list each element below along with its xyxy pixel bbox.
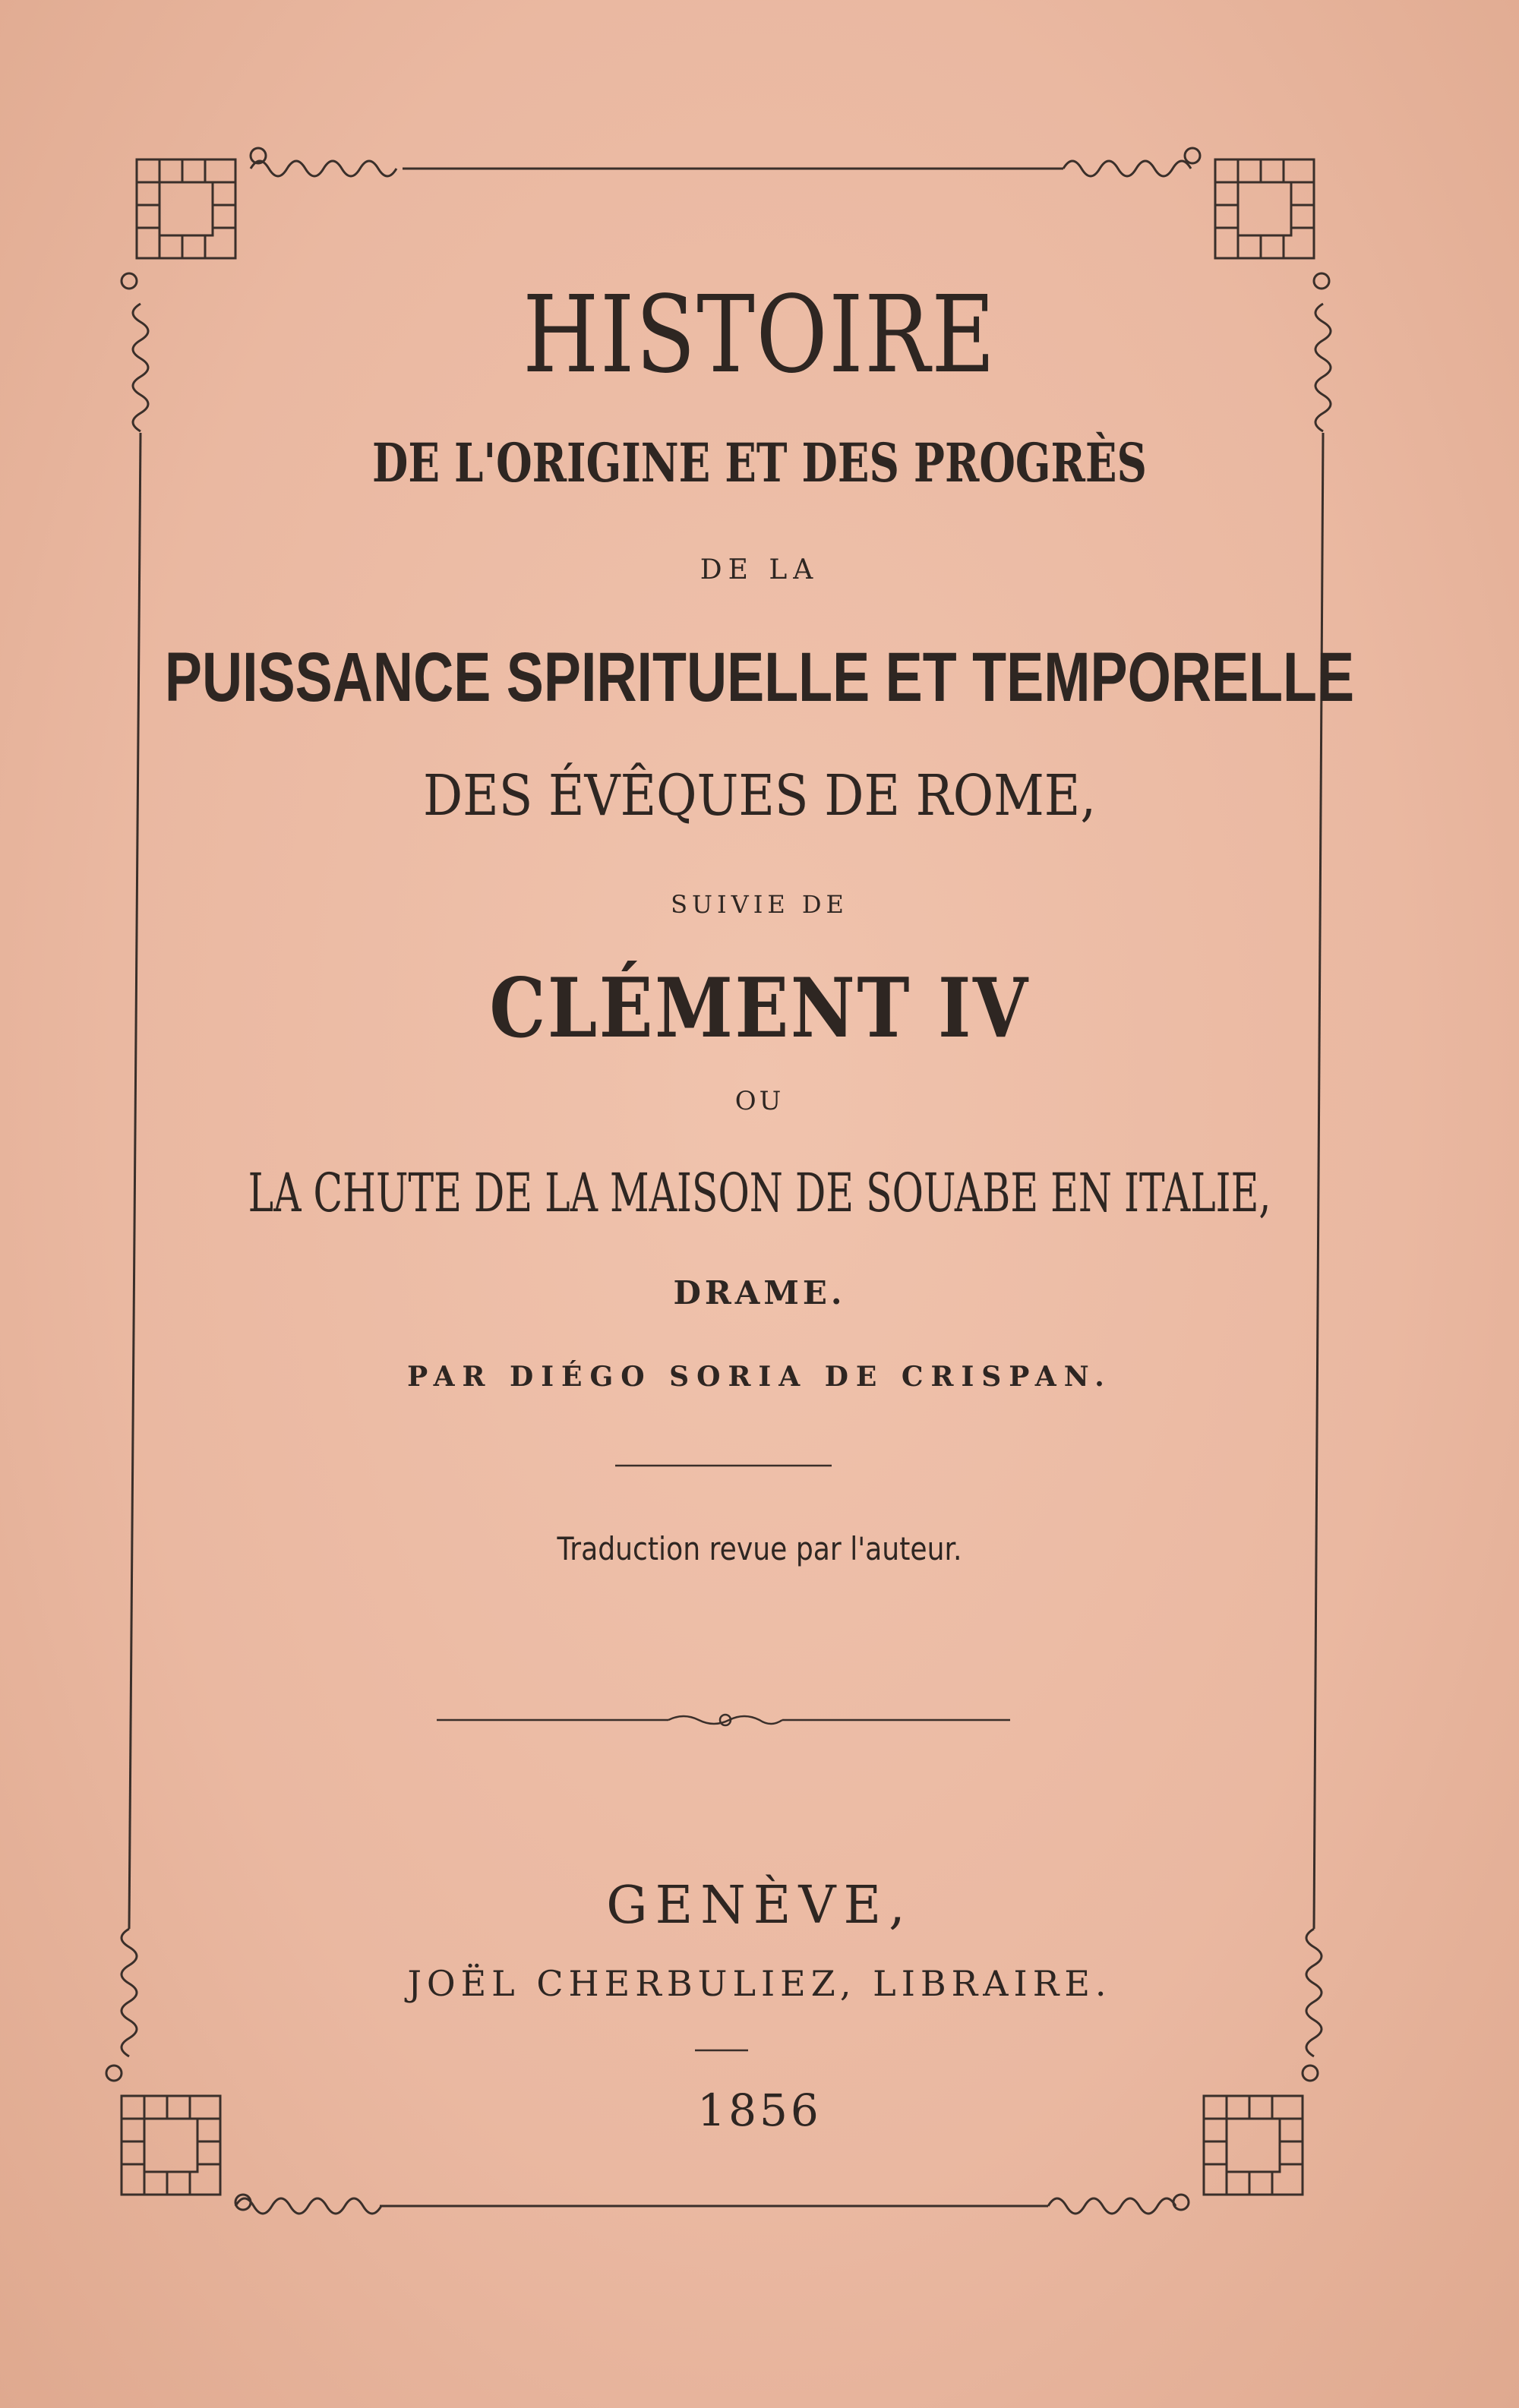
corner-ornament-top-left xyxy=(122,148,266,289)
separator-ornamental-rule xyxy=(437,1715,1010,1725)
title-second: CLÉMENT IV xyxy=(489,961,1030,1056)
publisher-line: JOËL CHERBULIEZ, LIBRAIRE. xyxy=(407,1963,1112,2004)
title-main: HISTOIRE xyxy=(523,273,996,397)
subtitle-puissance: PUISSANCE SPIRITUELLE ET TEMPORELLE xyxy=(164,639,1355,716)
subtitle-origine: DE L'ORIGINE ET DES PROGRÈS xyxy=(372,431,1147,494)
publication-year: 1856 xyxy=(697,2085,822,2136)
connector-suivie-de: SUIVIE DE xyxy=(671,890,848,919)
scroll-bottom-left xyxy=(235,2198,381,2214)
scroll-top-left xyxy=(251,161,396,176)
translation-note: Traduction revue par l'auteur. xyxy=(557,1530,962,1567)
border-left-line xyxy=(129,433,141,1929)
subtitle-eveques: DES ÉVÊQUES DE ROME, xyxy=(422,763,1097,828)
author-line: PAR DIÉGO SORIA DE CRISPAN. xyxy=(407,1361,1112,1393)
publication-place: GENÈVE, xyxy=(606,1876,913,1936)
connector-de-la: DE LA xyxy=(699,554,820,585)
scroll-bottom-right xyxy=(1048,2198,1176,2214)
corner-ornament-top-right xyxy=(1185,148,1329,289)
connector-ou: OU xyxy=(734,1086,785,1116)
subtitle-chute: LA CHUTE DE LA MAISON DE SOUABE EN ITALIE, xyxy=(248,1162,1271,1224)
scroll-top-right xyxy=(1063,161,1191,176)
genre-label: DRAME. xyxy=(673,1274,846,1311)
